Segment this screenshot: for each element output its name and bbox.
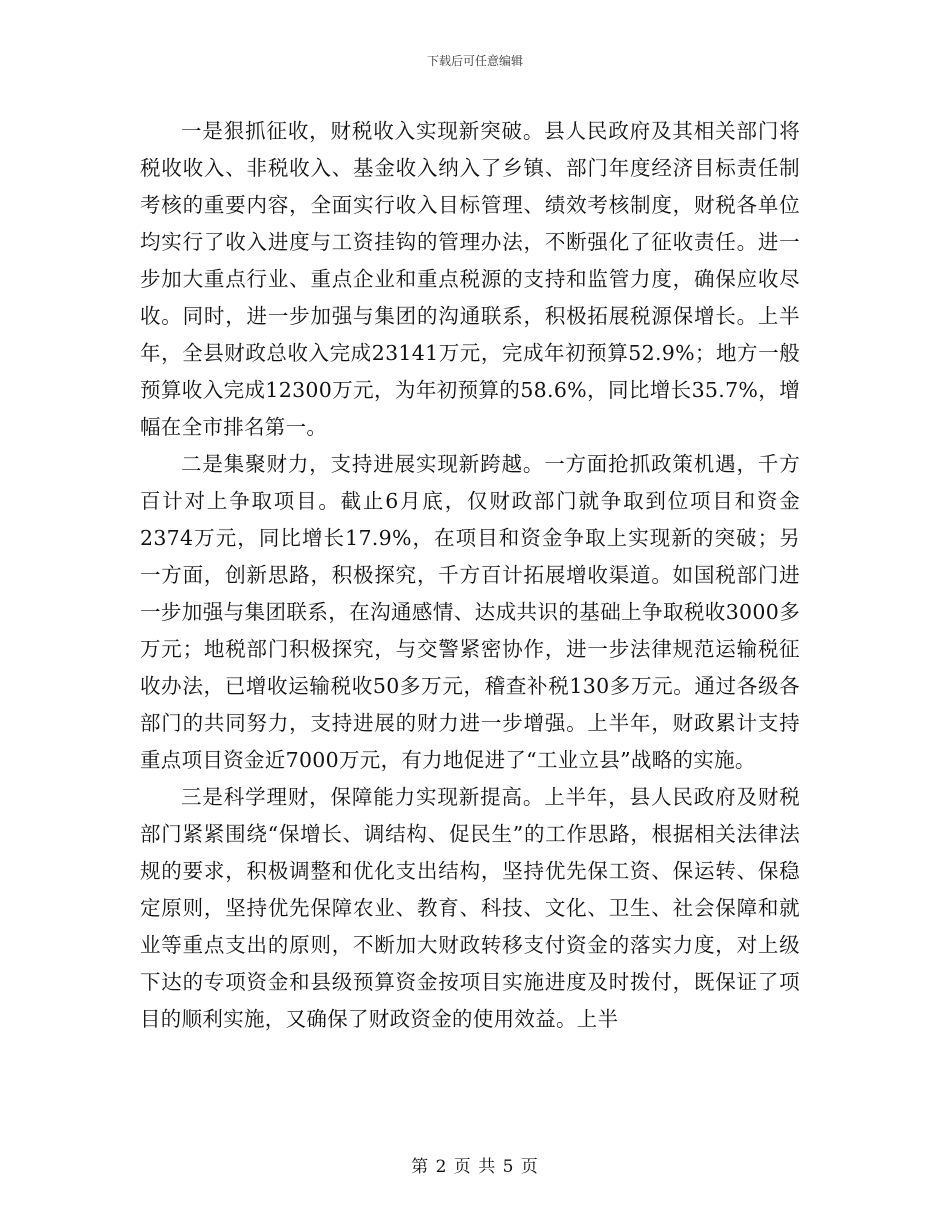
page-header: 下载后可任意编辑 [426,54,523,68]
paragraph-1: 一是狠抓征收，财税收入实现新突破。县人民政府及其相关部门将税收收入、非税收入、基金收入纳入了乡镇、部门年度经济目标责任制考核的重要内容，全面实行收入目标管理、绩效考核制度，财税各单位均实行了收入进度与工资挂钩的管理办法，不断强化了征收责任。进一步加大重点行业、重点企业和重点税源的支持和监管力度，确保应收尽收。同时，进一步加强与集团的沟通联系，积极拓展税源保增长。上半年，全县财政总收入完成23141万元，完成年初预算52.9%；地方一般预算收入完成12300万元，为年初预算的58.6%，同比增长35.7%，增幅在全市排名第一。 [140,119,800,439]
paragraph-3: 三是科学理财，保障能力实现新提高。上半年，县人民政府及财税部门紧紧围绕“保增长、调结构、促民生”的工作思路，根据相关法律法规的要求，积极调整和优化支出结构，坚持优先保工资、保运转、保稳定原则，坚持优先保障农业、教育、科技、文化、卫生、社会保障和就业等重点支出的原则，不断加大财政转移支付资金的落实力度，对上级下达的专项资金和县级预算资金按项目实施进度及时拨付，既保证了项目的顺利实施，又确保了财政资金的使用效益。上半 [140,785,800,1031]
page-number-footer: 第 2 页 共 5 页 [411,1157,539,1177]
document-body [140,113,800,1038]
paragraph-2: 二是集聚财力，支持进展实现新跨越。一方面抢抓政策机遇，千方百计对上争取项目。截止6月底，仅财政部门就争取到位项目和资金2374万元，同比增长17.9%，在项目和资金争取上实现新的突破；另一方面，创新思路，积极探究，千方百计拓展增收渠道。如国税部门进一步加强与集团联系，在沟通感情、达成共识的基础上争取税收3000多万元；地税部门积极探究，与交警紧密协作，进一步法律规范运输税征收办法，已增收运输税收50多万元，稽查补税130多万元。通过各级各部门的共同努力，支持进展的财力进一步增强。上半年，财政累计支持重点项目资金近7000万元，有力地促进了“工业立县”战略的实施。 [140,452,800,772]
